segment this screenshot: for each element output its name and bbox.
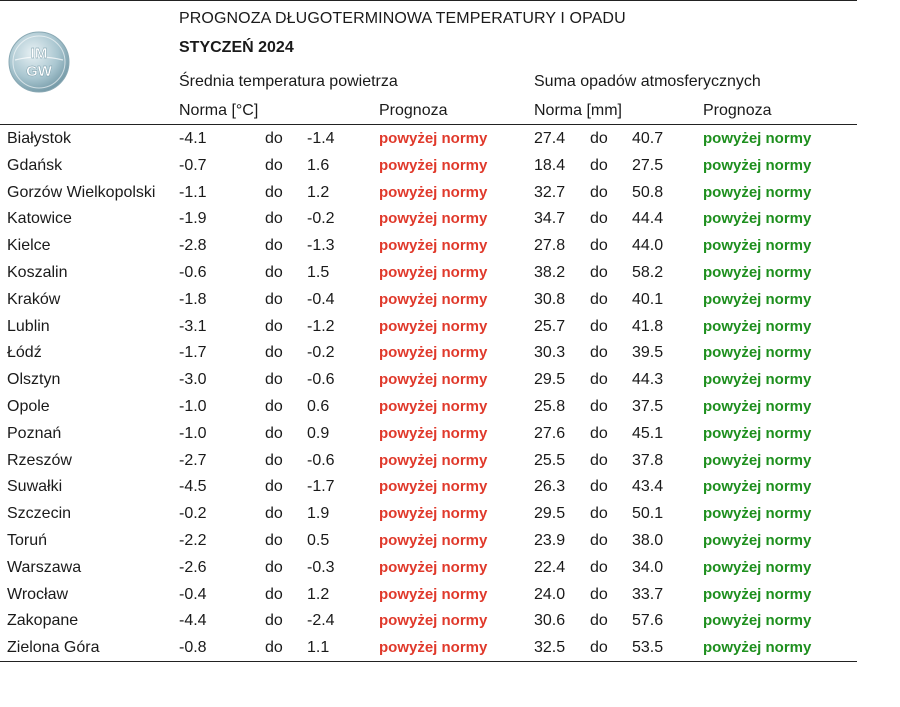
- precip-range-sep: do: [590, 210, 608, 228]
- precip-norm-min: 23.9: [534, 531, 566, 549]
- temp-forecast: powyżej normy: [379, 156, 488, 174]
- temp-range-sep: do: [265, 558, 283, 576]
- table-row: [0, 206, 857, 233]
- precip-norm-min: 27.6: [534, 424, 566, 442]
- logo-text-top: IM: [30, 45, 48, 62]
- temp-norm-min: -2.2: [179, 531, 207, 549]
- precip-forecast: powyżej normy: [703, 424, 812, 442]
- precip-norm-max: 37.8: [632, 451, 664, 469]
- temp-range-sep: do: [265, 505, 283, 523]
- temp-norm-max: -0.4: [307, 290, 335, 308]
- table-row: [0, 501, 857, 528]
- temp-norm-max: -1.7: [307, 478, 335, 496]
- table-row: [0, 314, 857, 341]
- precip-norm-max: 50.8: [632, 183, 664, 201]
- table-row: [0, 260, 857, 287]
- temp-norm-min: -2.8: [179, 237, 207, 255]
- precip-range-sep: do: [590, 478, 608, 496]
- precip-norm-min: 25.7: [534, 317, 566, 335]
- city-name: Szczecin: [7, 505, 72, 523]
- temp-norm-max: -0.3: [307, 558, 335, 576]
- precip-forecast: powyżej normy: [703, 558, 812, 576]
- temp-norm-max: 1.2: [307, 585, 330, 603]
- precip-range-sep: do: [590, 639, 608, 657]
- city-name: Suwałki: [7, 478, 63, 496]
- precip-forecast: powyżej normy: [703, 183, 812, 201]
- temp-norm-max: -0.2: [307, 210, 335, 228]
- precip-forecast: powyżej normy: [703, 478, 812, 496]
- precip-norm-max: 53.5: [632, 639, 664, 657]
- temp-norm-max: 0.6: [307, 397, 330, 415]
- temp-norm-min: -0.7: [179, 156, 207, 174]
- temp-norm-max: 1.9: [307, 505, 330, 523]
- city-name: Gdańsk: [7, 156, 63, 174]
- precip-norm-min: 29.5: [534, 371, 566, 389]
- precip-range-sep: do: [590, 451, 608, 469]
- bottom-rule: [0, 661, 857, 662]
- precip-range-sep: do: [590, 424, 608, 442]
- table-row: [0, 126, 857, 153]
- table-row: [0, 153, 857, 180]
- precip-range-sep: do: [590, 130, 608, 147]
- temp-range-sep: do: [265, 585, 283, 603]
- header-rule: [0, 124, 857, 125]
- temp-norm-min: -0.2: [179, 505, 207, 523]
- temp-range-sep: do: [265, 210, 283, 228]
- temp-norm-min: -1.1: [179, 183, 207, 201]
- city-name: Warszawa: [7, 558, 82, 576]
- precip-forecast: powyżej normy: [703, 505, 812, 523]
- temp-range-sep: do: [265, 478, 283, 496]
- forecast-table: [0, 126, 857, 662]
- temp-norm-min: -4.4: [179, 612, 207, 630]
- temp-norm-max: 1.1: [307, 639, 330, 657]
- temp-norm-min: -1.8: [179, 290, 207, 308]
- city-name: Opole: [7, 397, 50, 415]
- temp-range-sep: do: [265, 237, 283, 255]
- precip-forecast: powyżej normy: [703, 531, 812, 549]
- precip-range-sep: do: [590, 371, 608, 389]
- table-row: [0, 608, 857, 635]
- column-header-temp-forecast: Prognoza: [379, 102, 448, 119]
- precip-forecast: powyżej normy: [703, 612, 812, 630]
- precip-forecast: powyżej normy: [703, 317, 812, 335]
- precip-forecast: powyżej normy: [703, 263, 812, 281]
- temp-norm-min: -4.1: [179, 130, 207, 147]
- precip-norm-max: 38.0: [632, 531, 664, 549]
- temp-range-sep: do: [265, 183, 283, 201]
- temp-range-sep: do: [265, 263, 283, 281]
- precip-range-sep: do: [590, 531, 608, 549]
- temp-forecast: powyżej normy: [379, 531, 488, 549]
- precip-forecast: powyżej normy: [703, 290, 812, 308]
- column-header-temp-norm: Norma [°C]: [179, 102, 259, 119]
- temp-range-sep: do: [265, 317, 283, 335]
- top-rule: [0, 0, 857, 1]
- temp-forecast: powyżej normy: [379, 130, 488, 147]
- city-name: Wrocław: [7, 585, 69, 603]
- precip-forecast: powyżej normy: [703, 451, 812, 469]
- temp-forecast: powyżej normy: [379, 344, 488, 362]
- precip-forecast: powyżej normy: [703, 397, 812, 415]
- temp-norm-min: -1.7: [179, 344, 207, 362]
- temp-norm-min: -3.0: [179, 371, 207, 389]
- temp-norm-min: -1.9: [179, 210, 207, 228]
- temp-range-sep: do: [265, 397, 283, 415]
- temp-forecast: powyżej normy: [379, 317, 488, 335]
- precip-norm-min: 32.7: [534, 183, 566, 201]
- precip-forecast: powyżej normy: [703, 639, 812, 657]
- temp-forecast: powyżej normy: [379, 558, 488, 576]
- imgw-logo-icon: [7, 30, 71, 94]
- temp-range-sep: do: [265, 612, 283, 630]
- temp-norm-max: 1.2: [307, 183, 330, 201]
- temp-norm-max: -2.4: [307, 612, 335, 630]
- temp-norm-min: -0.8: [179, 639, 207, 657]
- precip-forecast: powyżej normy: [703, 371, 812, 389]
- precip-range-sep: do: [590, 585, 608, 603]
- column-header-precip-norm: Norma [mm]: [534, 102, 622, 119]
- logo-text-bottom: GW: [26, 63, 52, 80]
- precip-norm-min: 38.2: [534, 263, 566, 281]
- page-subtitle: STYCZEŃ 2024: [179, 39, 294, 56]
- temp-range-sep: do: [265, 424, 283, 442]
- temp-forecast: powyżej normy: [379, 451, 488, 469]
- city-name: Olsztyn: [7, 371, 61, 389]
- precip-norm-min: 30.6: [534, 612, 566, 630]
- precip-range-sep: do: [590, 558, 608, 576]
- precip-norm-max: 41.8: [632, 317, 664, 335]
- table-row: [0, 555, 857, 582]
- temp-norm-max: 0.5: [307, 531, 330, 549]
- temp-norm-min: -1.0: [179, 424, 207, 442]
- precip-range-sep: do: [590, 344, 608, 362]
- city-name: Rzeszów: [7, 451, 72, 469]
- precip-range-sep: do: [590, 263, 608, 281]
- group-header-precipitation: Suma opadów atmosferycznych: [534, 73, 761, 90]
- temp-forecast: powyżej normy: [379, 478, 488, 496]
- precip-forecast: powyżej normy: [703, 344, 812, 362]
- temp-range-sep: do: [265, 371, 283, 389]
- city-name: Kielce: [7, 237, 51, 255]
- temp-norm-min: -2.7: [179, 451, 207, 469]
- precip-forecast: powyżej normy: [703, 210, 812, 228]
- temp-forecast: powyżej normy: [379, 505, 488, 523]
- table-row: [0, 474, 857, 501]
- page-title: PROGNOZA DŁUGOTERMINOWA TEMPERATURY I OPADU: [179, 10, 626, 27]
- precip-norm-max: 27.5: [632, 156, 664, 174]
- precip-norm-max: 34.0: [632, 558, 664, 576]
- precip-norm-max: 33.7: [632, 585, 664, 603]
- precip-norm-max: 40.7: [632, 130, 664, 147]
- temp-forecast: powyżej normy: [379, 424, 488, 442]
- precip-forecast: powyżej normy: [703, 237, 812, 255]
- temp-norm-max: -1.2: [307, 317, 335, 335]
- precip-norm-max: 57.6: [632, 612, 664, 630]
- temp-forecast: powyżej normy: [379, 639, 488, 657]
- precip-range-sep: do: [590, 397, 608, 415]
- temp-norm-max: -0.2: [307, 344, 335, 362]
- table-row: [0, 394, 857, 421]
- temp-forecast: powyżej normy: [379, 290, 488, 308]
- precip-norm-max: 58.2: [632, 263, 664, 281]
- temp-norm-max: -1.3: [307, 237, 335, 255]
- precip-norm-min: 25.5: [534, 451, 566, 469]
- precip-norm-max: 40.1: [632, 290, 664, 308]
- temp-range-sep: do: [265, 344, 283, 362]
- temp-range-sep: do: [265, 531, 283, 549]
- table-row: [0, 635, 857, 662]
- temp-forecast: powyżej normy: [379, 263, 488, 281]
- precip-norm-min: 22.4: [534, 558, 566, 576]
- table-row: [0, 367, 857, 394]
- temp-norm-min: -0.6: [179, 263, 207, 281]
- precip-range-sep: do: [590, 156, 608, 174]
- precip-norm-max: 39.5: [632, 344, 664, 362]
- precip-norm-max: 44.4: [632, 210, 664, 228]
- temp-norm-min: -3.1: [179, 317, 207, 335]
- precip-norm-max: 44.0: [632, 237, 664, 255]
- city-name: Lublin: [7, 317, 50, 335]
- temp-range-sep: do: [265, 156, 283, 174]
- temp-range-sep: do: [265, 639, 283, 657]
- precip-norm-min: 27.4: [534, 130, 566, 147]
- table-row: [0, 180, 857, 207]
- temp-forecast: powyżej normy: [379, 397, 488, 415]
- group-header-temperature: Średnia temperatura powietrza: [179, 73, 398, 90]
- table-row: [0, 340, 857, 367]
- temp-forecast: powyżej normy: [379, 237, 488, 255]
- precip-forecast: powyżej normy: [703, 130, 812, 147]
- temp-forecast: powyżej normy: [379, 210, 488, 228]
- temp-norm-max: 1.5: [307, 263, 330, 281]
- table-row: [0, 287, 857, 314]
- precip-norm-max: 37.5: [632, 397, 664, 415]
- temp-norm-max: -0.6: [307, 451, 335, 469]
- temp-range-sep: do: [265, 451, 283, 469]
- temp-range-sep: do: [265, 130, 283, 147]
- city-name: Toruń: [7, 531, 48, 549]
- precip-norm-min: 26.3: [534, 478, 566, 496]
- temp-norm-max: -1.4: [307, 130, 335, 147]
- city-name: Koszalin: [7, 263, 68, 281]
- temp-norm-max: 0.9: [307, 424, 330, 442]
- city-name: Zakopane: [7, 612, 79, 630]
- table-row: [0, 421, 857, 448]
- temp-forecast: powyżej normy: [379, 371, 488, 389]
- precip-norm-min: 30.8: [534, 290, 566, 308]
- precip-norm-max: 44.3: [632, 371, 664, 389]
- precip-norm-max: 45.1: [632, 424, 664, 442]
- temp-forecast: powyżej normy: [379, 612, 488, 630]
- temp-norm-min: -1.0: [179, 397, 207, 415]
- table-row: [0, 582, 857, 609]
- precip-norm-min: 24.0: [534, 585, 566, 603]
- city-name: Białystok: [7, 130, 72, 147]
- precip-forecast: powyżej normy: [703, 585, 812, 603]
- city-name: Gorzów Wielkopolski: [7, 183, 156, 201]
- precip-range-sep: do: [590, 290, 608, 308]
- precip-norm-min: 18.4: [534, 156, 566, 174]
- precip-range-sep: do: [590, 505, 608, 523]
- precip-norm-max: 50.1: [632, 505, 664, 523]
- precip-norm-min: 25.8: [534, 397, 566, 415]
- city-name: Łódź: [7, 344, 42, 362]
- precip-norm-min: 30.3: [534, 344, 566, 362]
- table-row: [0, 448, 857, 475]
- precip-norm-min: 27.8: [534, 237, 566, 255]
- city-name: Poznań: [7, 424, 62, 442]
- temp-norm-min: -4.5: [179, 478, 207, 496]
- precip-forecast: powyżej normy: [703, 156, 812, 174]
- precip-norm-max: 43.4: [632, 478, 664, 496]
- temp-norm-max: -0.6: [307, 371, 335, 389]
- city-name: Katowice: [7, 210, 72, 228]
- precip-range-sep: do: [590, 612, 608, 630]
- table-row: [0, 233, 857, 260]
- temp-norm-min: -0.4: [179, 585, 207, 603]
- temp-norm-min: -2.6: [179, 558, 207, 576]
- temp-norm-max: 1.6: [307, 156, 330, 174]
- precip-range-sep: do: [590, 237, 608, 255]
- column-header-precip-forecast: Prognoza: [703, 102, 772, 119]
- city-name: Zielona Góra: [7, 639, 100, 657]
- precip-norm-min: 34.7: [534, 210, 566, 228]
- temp-forecast: powyżej normy: [379, 183, 488, 201]
- precip-range-sep: do: [590, 183, 608, 201]
- table-row: [0, 528, 857, 555]
- precip-range-sep: do: [590, 317, 608, 335]
- precip-norm-min: 29.5: [534, 505, 566, 523]
- temp-range-sep: do: [265, 290, 283, 308]
- precip-norm-min: 32.5: [534, 639, 566, 657]
- city-name: Kraków: [7, 290, 61, 308]
- temp-forecast: powyżej normy: [379, 585, 488, 603]
